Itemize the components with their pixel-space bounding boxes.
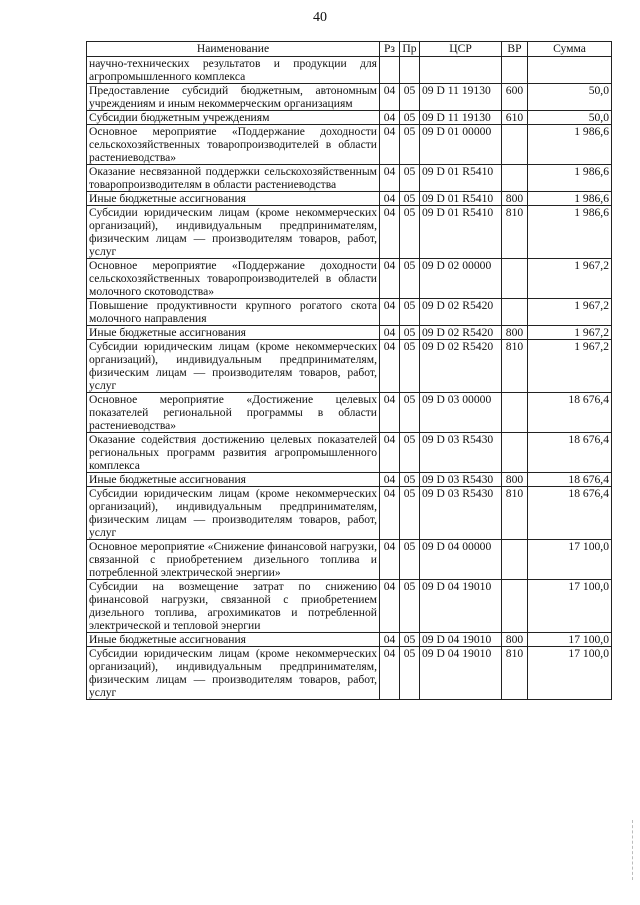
row-name: Субсидии юридическим лицам (кроме некоммерческих организаций), индивидуальным предпринимателям, физическим лицам — производителям товаров, работ, услуг: [87, 206, 380, 259]
row-sum: [528, 57, 612, 84]
row-vr: 810: [502, 340, 528, 393]
row-sum: 17 100,0: [528, 647, 612, 700]
row-csr: 09 D 04 19010: [420, 647, 502, 700]
row-csr: 09 D 01 R5410: [420, 206, 502, 259]
row-rz: 04: [380, 393, 400, 433]
row-rz: 04: [380, 84, 400, 111]
row-csr: 09 D 03 R5430: [420, 433, 502, 473]
table-header-row: [87, 42, 612, 57]
row-pr: 05: [400, 487, 420, 540]
table-row: [87, 580, 612, 633]
budget-table: [86, 41, 612, 700]
row-vr: 800: [502, 633, 528, 647]
row-pr: 05: [400, 633, 420, 647]
header-pr: Пр: [400, 42, 420, 57]
table-row: [87, 633, 612, 647]
row-name: Иные бюджетные ассигнования: [87, 192, 380, 206]
header-name: Наименование: [87, 42, 380, 57]
header-rz: Рз: [380, 42, 400, 57]
row-pr: 05: [400, 259, 420, 299]
table-row: [87, 393, 612, 433]
row-csr: 09 D 01 R5410: [420, 165, 502, 192]
row-sum: 1 986,6: [528, 125, 612, 165]
row-name: Иные бюджетные ассигнования: [87, 633, 380, 647]
row-name: Основное мероприятие «Снижение финансовой нагрузки, связанной с приобретением дизельного топлива и потребленной электрической энергии»: [87, 540, 380, 580]
row-vr: 810: [502, 487, 528, 540]
row-vr: [502, 125, 528, 165]
row-pr: 05: [400, 84, 420, 111]
row-name: Основное мероприятие «Достижение целевых показателей региональной программы в области растениеводства»: [87, 393, 380, 433]
row-vr: [502, 57, 528, 84]
table-row: [87, 206, 612, 259]
row-csr: 09 D 02 R5420: [420, 340, 502, 393]
row-pr: 05: [400, 206, 420, 259]
row-vr: 810: [502, 647, 528, 700]
margin-mark: [632, 820, 634, 880]
row-sum: 18 676,4: [528, 433, 612, 473]
row-sum: 1 986,6: [528, 206, 612, 259]
row-sum: 17 100,0: [528, 540, 612, 580]
row-sum: 17 100,0: [528, 580, 612, 633]
row-pr: 05: [400, 111, 420, 125]
table-row: [87, 165, 612, 192]
row-rz: 04: [380, 299, 400, 326]
row-rz: 04: [380, 540, 400, 580]
row-name: Иные бюджетные ассигнования: [87, 326, 380, 340]
row-csr: 09 D 01 R5410: [420, 192, 502, 206]
row-pr: 05: [400, 393, 420, 433]
row-rz: 04: [380, 165, 400, 192]
row-rz: 04: [380, 340, 400, 393]
row-sum: 1 967,2: [528, 326, 612, 340]
row-rz: 04: [380, 192, 400, 206]
row-pr: 05: [400, 433, 420, 473]
row-vr: [502, 580, 528, 633]
row-rz: 04: [380, 633, 400, 647]
row-rz: 04: [380, 433, 400, 473]
table-row: [87, 299, 612, 326]
row-vr: [502, 299, 528, 326]
row-rz: 04: [380, 125, 400, 165]
table-row: [87, 125, 612, 165]
row-name: Субсидии юридическим лицам (кроме некоммерческих организаций), индивидуальным предпринимателям, физическим лицам — производителям товаров, работ, услуг: [87, 647, 380, 700]
row-vr: [502, 540, 528, 580]
row-rz: 04: [380, 580, 400, 633]
row-csr: 09 D 04 00000: [420, 540, 502, 580]
row-name: Основное мероприятие «Поддержание доходности сельскохозяйственных товаропроизводителей в области молочного скотоводства»: [87, 259, 380, 299]
row-csr: 09 D 03 00000: [420, 393, 502, 433]
row-sum: 18 676,4: [528, 473, 612, 487]
row-pr: 05: [400, 125, 420, 165]
table-row: [87, 57, 612, 84]
row-pr: 05: [400, 540, 420, 580]
header-vr: ВР: [502, 42, 528, 57]
row-name: Иные бюджетные ассигнования: [87, 473, 380, 487]
row-sum: 50,0: [528, 84, 612, 111]
row-vr: 800: [502, 326, 528, 340]
row-pr: 05: [400, 299, 420, 326]
row-rz: 04: [380, 206, 400, 259]
row-vr: 600: [502, 84, 528, 111]
page-number: 40: [313, 10, 327, 25]
header-csr: ЦСР: [420, 42, 502, 57]
row-csr: 09 D 02 R5420: [420, 326, 502, 340]
row-vr: [502, 433, 528, 473]
row-rz: 04: [380, 326, 400, 340]
row-sum: 1 986,6: [528, 165, 612, 192]
row-csr: 09 D 11 19130: [420, 84, 502, 111]
row-pr: 05: [400, 473, 420, 487]
row-pr: [400, 57, 420, 84]
row-pr: 05: [400, 326, 420, 340]
row-rz: 04: [380, 111, 400, 125]
row-pr: 05: [400, 647, 420, 700]
table-row: [87, 473, 612, 487]
row-rz: 04: [380, 473, 400, 487]
row-sum: 18 676,4: [528, 487, 612, 540]
row-vr: 800: [502, 192, 528, 206]
table-row: [87, 84, 612, 111]
row-sum: 1 986,6: [528, 192, 612, 206]
row-name: Предоставление субсидий бюджетным, автономным учреждениям и иным некоммерческим организациям: [87, 84, 380, 111]
table-row: [87, 647, 612, 700]
row-vr: 810: [502, 206, 528, 259]
row-rz: 04: [380, 487, 400, 540]
row-sum: 1 967,2: [528, 340, 612, 393]
table-row: [87, 192, 612, 206]
row-vr: 800: [502, 473, 528, 487]
row-csr: 09 D 03 R5430: [420, 487, 502, 540]
row-csr: 09 D 03 R5430: [420, 473, 502, 487]
table-row: [87, 487, 612, 540]
table-row: [87, 340, 612, 393]
row-name: Субсидии на возмещение затрат по снижению финансовой нагрузки, связанной с приобретением дизельного топлива, агрохимикатов и потребленной электрической и тепловой энергии: [87, 580, 380, 633]
row-sum: 17 100,0: [528, 633, 612, 647]
row-sum: 50,0: [528, 111, 612, 125]
table-row: [87, 540, 612, 580]
row-name: научно-технических результатов и продукции для агропромышленного комплекса: [87, 57, 380, 84]
row-pr: 05: [400, 580, 420, 633]
row-csr: 09 D 11 19130: [420, 111, 502, 125]
row-name: Оказание содействия достижению целевых показателей региональных программ развития агропромышленного комплекса: [87, 433, 380, 473]
row-vr: 610: [502, 111, 528, 125]
row-rz: [380, 57, 400, 84]
row-vr: [502, 259, 528, 299]
row-sum: 1 967,2: [528, 299, 612, 326]
row-name: Субсидии бюджетным учреждениям: [87, 111, 380, 125]
table-row: [87, 111, 612, 125]
table-row: [87, 326, 612, 340]
row-csr: 09 D 01 00000: [420, 125, 502, 165]
row-pr: 05: [400, 340, 420, 393]
row-pr: 05: [400, 192, 420, 206]
row-name: Субсидии юридическим лицам (кроме некоммерческих организаций), индивидуальным предпринимателям, физическим лицам — производителям товаров, работ, услуг: [87, 340, 380, 393]
row-name: Повышение продуктивности крупного рогатого скота молочного направления: [87, 299, 380, 326]
row-sum: 1 967,2: [528, 259, 612, 299]
row-csr: 09 D 04 19010: [420, 580, 502, 633]
row-name: Основное мероприятие «Поддержание доходности сельскохозяйственных товаропроизводителей в области растениеводства»: [87, 125, 380, 165]
table-row: [87, 259, 612, 299]
row-csr: 09 D 02 00000: [420, 259, 502, 299]
table-row: [87, 433, 612, 473]
row-csr: [420, 57, 502, 84]
header-sum: Сумма: [528, 42, 612, 57]
row-sum: 18 676,4: [528, 393, 612, 433]
row-rz: 04: [380, 647, 400, 700]
row-name: Субсидии юридическим лицам (кроме некоммерческих организаций), индивидуальным предпринимателям, физическим лицам — производителям товаров, работ, услуг: [87, 487, 380, 540]
row-vr: [502, 165, 528, 192]
row-csr: 09 D 02 R5420: [420, 299, 502, 326]
row-csr: 09 D 04 19010: [420, 633, 502, 647]
row-pr: 05: [400, 165, 420, 192]
row-vr: [502, 393, 528, 433]
row-rz: 04: [380, 259, 400, 299]
row-name: Оказание несвязанной поддержки сельскохозяйственным товаропроизводителям в области растениеводства: [87, 165, 380, 192]
